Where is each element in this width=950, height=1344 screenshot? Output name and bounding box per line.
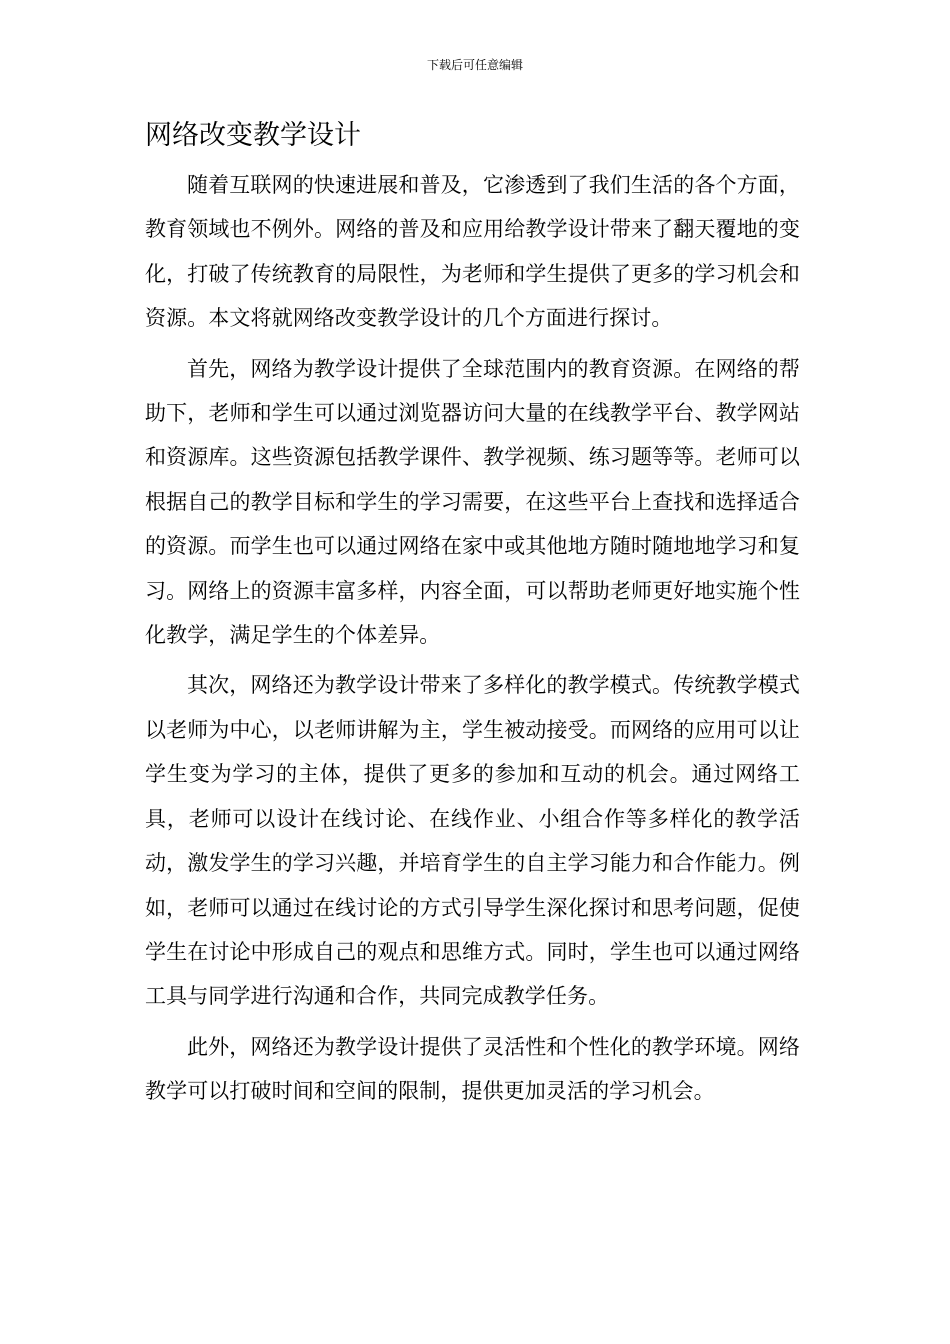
paragraph-flexible-environment: 此外，网络还为教学设计提供了灵活性和个性化的教学环境。网络教学可以打破时间和空间的限制，提供更加灵活的学习机会。: [145, 1034, 800, 1104]
paragraph-intro: 随着互联网的快速进展和普及，它渗透到了我们生活的各个方面，教育领域也不例外。网络的普及和应用给教学设计带来了翻天覆地的变化，打破了传统教育的局限性，为老师和学生提供了更多的学习机会和资源。本文将就网络改变教学设计的几个方面进行探讨。: [145, 173, 800, 331]
document-body: [145, 163, 800, 1120]
page-header-note: 下载后可任意编辑: [426, 58, 523, 72]
paragraph-teaching-modes: 其次，网络还为教学设计带来了多样化的教学模式。传统教学模式以老师为中心，以老师讲解为主，学生被动接受。而网络的应用可以让学生变为学习的主体，提供了更多的参加和互动的机会。通过网络工具，老师可以设计在线讨论、在线作业、小组合作等多样化的教学活动，激发学生的学习兴趣，并培育学生的自主学习能力和合作能力。例如，老师可以通过在线讨论的方式引导学生深化探讨和思考问题，促使学生在讨论中形成自己的观点和思维方式。同时，学生也可以通过网络工具与同学进行沟通和合作，共同完成教学任务。: [145, 673, 800, 1009]
document-title: 网络改变教学设计: [145, 120, 361, 151]
paragraph-global-resources: 首先，网络为教学设计提供了全球范围内的教育资源。在网络的帮助下，老师和学生可以通过浏览器访问大量的在线教学平台、教学网站和资源库。这些资源包括教学课件、教学视频、练习题等等。老师可以根据自己的教学目标和学生的学习需要，在这些平台上查找和选择适合的资源。而学生也可以通过网络在家中或其他地方随时随地地学习和复习。网络上的资源丰富多样，内容全面，可以帮助老师更好地实施个性化教学，满足学生的个体差异。: [145, 356, 800, 648]
